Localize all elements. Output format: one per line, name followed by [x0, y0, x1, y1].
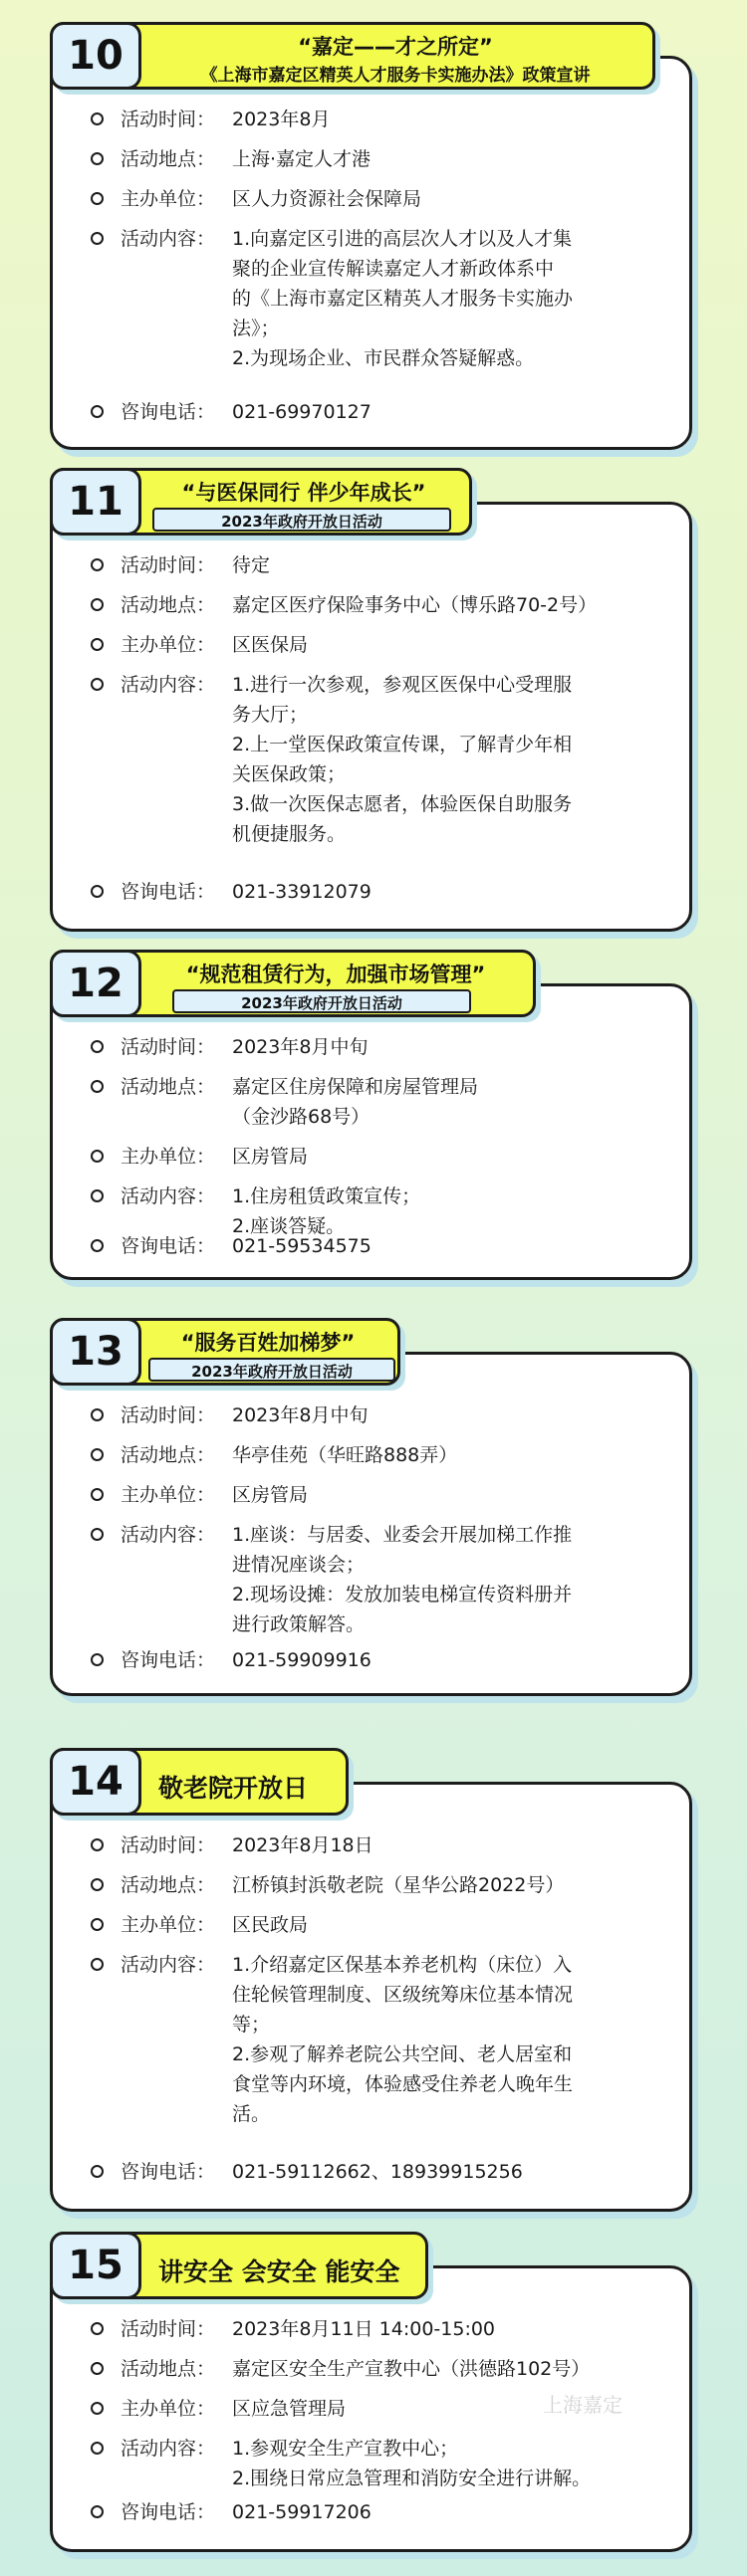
- bullet-dot-icon: [91, 2362, 104, 2375]
- bullet-dot-icon: [91, 1448, 104, 1461]
- phone-label: 咨询电话：: [121, 2501, 216, 2523]
- host-value: 区应急管理局: [232, 2398, 347, 2420]
- place-label: 活动地点：: [121, 1076, 216, 1098]
- content-value: 1.向嘉定区引进的高层次人才以及人才集 聚的企业宣传解读嘉定人才新政体系中 的《上海市嘉定区精英人才服务卡实施办 法》； 2.为现场企业、市民群众答疑解惑。: [232, 228, 574, 369]
- bullet-dot-icon: [91, 405, 104, 418]
- content-label: 活动内容：: [121, 1185, 216, 1207]
- bullet-dot-icon: [91, 1918, 104, 1931]
- event-title: “嘉定——才之所定”: [298, 35, 493, 59]
- event-title: “与医保同行 伴少年成长”: [181, 481, 426, 505]
- event-card: [50, 502, 692, 932]
- bullet-dot-icon: [91, 1150, 104, 1163]
- bullet-dot-icon: [91, 2165, 104, 2178]
- bullet-dot-icon: [91, 1189, 104, 1202]
- content-value: 1.介绍嘉定区保基本养老机构（床位）入 住轮候管理制度、区级统筹床位基本情况 等； 2.参观了解养老院公共空间、老人居室和 食堂等内环境，体验感受住养老人晚年生 活。: [232, 1954, 574, 2125]
- time-value: 2023年8月: [232, 108, 331, 130]
- event-header: [50, 468, 472, 536]
- event-subtitle: 2023年政府开放日活动: [148, 1358, 395, 1382]
- time-label: 活动时间：: [121, 108, 216, 130]
- event-header: [50, 1748, 349, 1816]
- event-title: “服务百姓加梯梦”: [180, 1331, 356, 1355]
- place-value: 上海·嘉定人才港: [232, 148, 372, 170]
- place-value: 华亭佳苑（华旺路888弄）: [232, 1444, 458, 1466]
- event-header: [50, 2232, 428, 2299]
- time-label: 活动时间：: [121, 554, 216, 576]
- phone-label: 咨询电话：: [121, 881, 216, 903]
- bullet-dot-icon: [91, 192, 104, 205]
- host-value: 区房管局: [232, 1146, 309, 1168]
- host-label: 主办单位：: [121, 188, 216, 210]
- phone-value[interactable]: 021-59112662、18939915256: [232, 2161, 523, 2183]
- content-value: 1.进行一次参观，参观区医保中心受理服 务大厅； 2.上一堂医保政策宣传课，了解青少年相 关医保政策； 3.做一次医保志愿者，体验医保自助服务 机便捷服务。: [232, 674, 573, 845]
- time-label: 活动时间：: [121, 2318, 216, 2340]
- event-header: [50, 1318, 400, 1386]
- event-number: 10: [50, 22, 141, 90]
- time-value: 待定: [232, 554, 271, 576]
- content-label: 活动内容：: [121, 1954, 216, 1976]
- phone-value[interactable]: 021-59534575: [232, 1235, 372, 1257]
- time-label: 活动时间：: [121, 1404, 216, 1426]
- time-value: 2023年8月中旬: [232, 1036, 369, 1058]
- event-number: 15: [50, 2232, 141, 2299]
- bullet-dot-icon: [91, 638, 104, 651]
- place-value: 嘉定区安全生产宣教中心（洪德路102号）: [232, 2358, 591, 2380]
- bullet-dot-icon: [91, 1528, 104, 1541]
- place-value: 江桥镇封浜敬老院（星华公路2022号）: [232, 1874, 565, 1896]
- event-card: [50, 1352, 692, 1696]
- event-subtitle: 《上海市嘉定区精英人才服务卡实施办法》政策宣讲: [200, 66, 591, 86]
- content-label: 活动内容：: [121, 674, 216, 696]
- host-label: 主办单位：: [121, 634, 216, 656]
- content-label: 活动内容：: [121, 2438, 216, 2460]
- bullet-dot-icon: [91, 1488, 104, 1501]
- watermark-logo: 上海嘉定: [543, 2393, 622, 2417]
- place-label: 活动地点：: [121, 148, 216, 170]
- bullet-dot-icon: [91, 1239, 104, 1252]
- bullet-dot-icon: [91, 1838, 104, 1851]
- event-subtitle: 2023年政府开放日活动: [152, 508, 451, 532]
- bullet-dot-icon: [91, 1408, 104, 1421]
- time-label: 活动时间：: [121, 1834, 216, 1856]
- phone-value[interactable]: 021-33912079: [232, 881, 372, 903]
- event-number: 12: [50, 950, 141, 1017]
- event-title: 讲安全 会安全 能安全: [158, 2257, 400, 2286]
- bullet-dot-icon: [91, 1080, 104, 1093]
- host-value: 区房管局: [232, 1484, 309, 1506]
- bullet-dot-icon: [91, 598, 104, 611]
- bullet-dot-icon: [91, 885, 104, 898]
- bullet-dot-icon: [91, 678, 104, 691]
- content-value: 1.住房租赁政策宣传； 2.座谈答疑。: [232, 1185, 421, 1237]
- bullet-dot-icon: [91, 2402, 104, 2415]
- event-header: [50, 22, 655, 90]
- event-header: [50, 950, 536, 1017]
- bullet-dot-icon: [91, 2505, 104, 2518]
- host-label: 主办单位：: [121, 2398, 216, 2420]
- event-number: 14: [50, 1748, 141, 1816]
- host-label: 主办单位：: [121, 1914, 216, 1936]
- event-card: [50, 1782, 692, 2212]
- phone-value[interactable]: 021-59909916: [232, 1649, 372, 1671]
- time-value: 2023年8月18日: [232, 1834, 374, 1856]
- bullet-dot-icon: [91, 1958, 104, 1971]
- event-number: 13: [50, 1318, 141, 1386]
- event-title: 敬老院开放日: [158, 1774, 309, 1803]
- bullet-dot-icon: [91, 1653, 104, 1666]
- event-card: [50, 56, 692, 450]
- phone-value[interactable]: 021-69970127: [232, 401, 372, 423]
- phone-label: 咨询电话：: [121, 1235, 216, 1257]
- bullet-dot-icon: [91, 232, 104, 245]
- phone-label: 咨询电话：: [121, 401, 216, 423]
- bullet-dot-icon: [91, 1040, 104, 1053]
- bullet-dot-icon: [91, 1878, 104, 1891]
- event-card: [50, 983, 692, 1280]
- host-value: 区医保局: [232, 634, 309, 656]
- place-label: 活动地点：: [121, 594, 216, 616]
- place-value: 嘉定区住房保障和房屋管理局 （金沙路68号）: [232, 1076, 479, 1128]
- bullet-dot-icon: [91, 2322, 104, 2335]
- bullet-dot-icon: [91, 558, 104, 571]
- time-value: 2023年8月11日 14:00-15:00: [232, 2318, 496, 2340]
- content-value: 1.参观安全生产宣教中心； 2.围绕日常应急管理和消防安全进行讲解。: [232, 2438, 592, 2489]
- content-value: 1.座谈：与居委、业委会开展加梯工作推 进情况座谈会； 2.现场设摊：发放加装电梯宣传资料册并 进行政策解答。: [232, 1524, 573, 1635]
- place-label: 活动地点：: [121, 1874, 216, 1896]
- time-value: 2023年8月中旬: [232, 1404, 369, 1426]
- host-value: 区民政局: [232, 1914, 309, 1936]
- phone-value[interactable]: 021-59917206: [232, 2501, 372, 2523]
- event-title: “规范租赁行为，加强市场管理”: [185, 963, 486, 986]
- event-subtitle: 2023年政府开放日活动: [172, 989, 471, 1013]
- bullet-dot-icon: [91, 2442, 104, 2455]
- host-label: 主办单位：: [121, 1484, 216, 1506]
- time-label: 活动时间：: [121, 1036, 216, 1058]
- content-label: 活动内容：: [121, 1524, 216, 1546]
- phone-label: 咨询电话：: [121, 1649, 216, 1671]
- bullet-dot-icon: [91, 112, 104, 125]
- place-value: 嘉定区医疗保险事务中心（博乐路70-2号）: [232, 594, 598, 616]
- bullet-dot-icon: [91, 152, 104, 165]
- phone-label: 咨询电话：: [121, 2161, 216, 2183]
- place-label: 活动地点：: [121, 2358, 216, 2380]
- host-label: 主办单位：: [121, 1146, 216, 1168]
- content-label: 活动内容：: [121, 228, 216, 250]
- event-number: 11: [50, 468, 141, 536]
- host-value: 区人力资源社会保障局: [232, 188, 422, 210]
- place-label: 活动地点：: [121, 1444, 216, 1466]
